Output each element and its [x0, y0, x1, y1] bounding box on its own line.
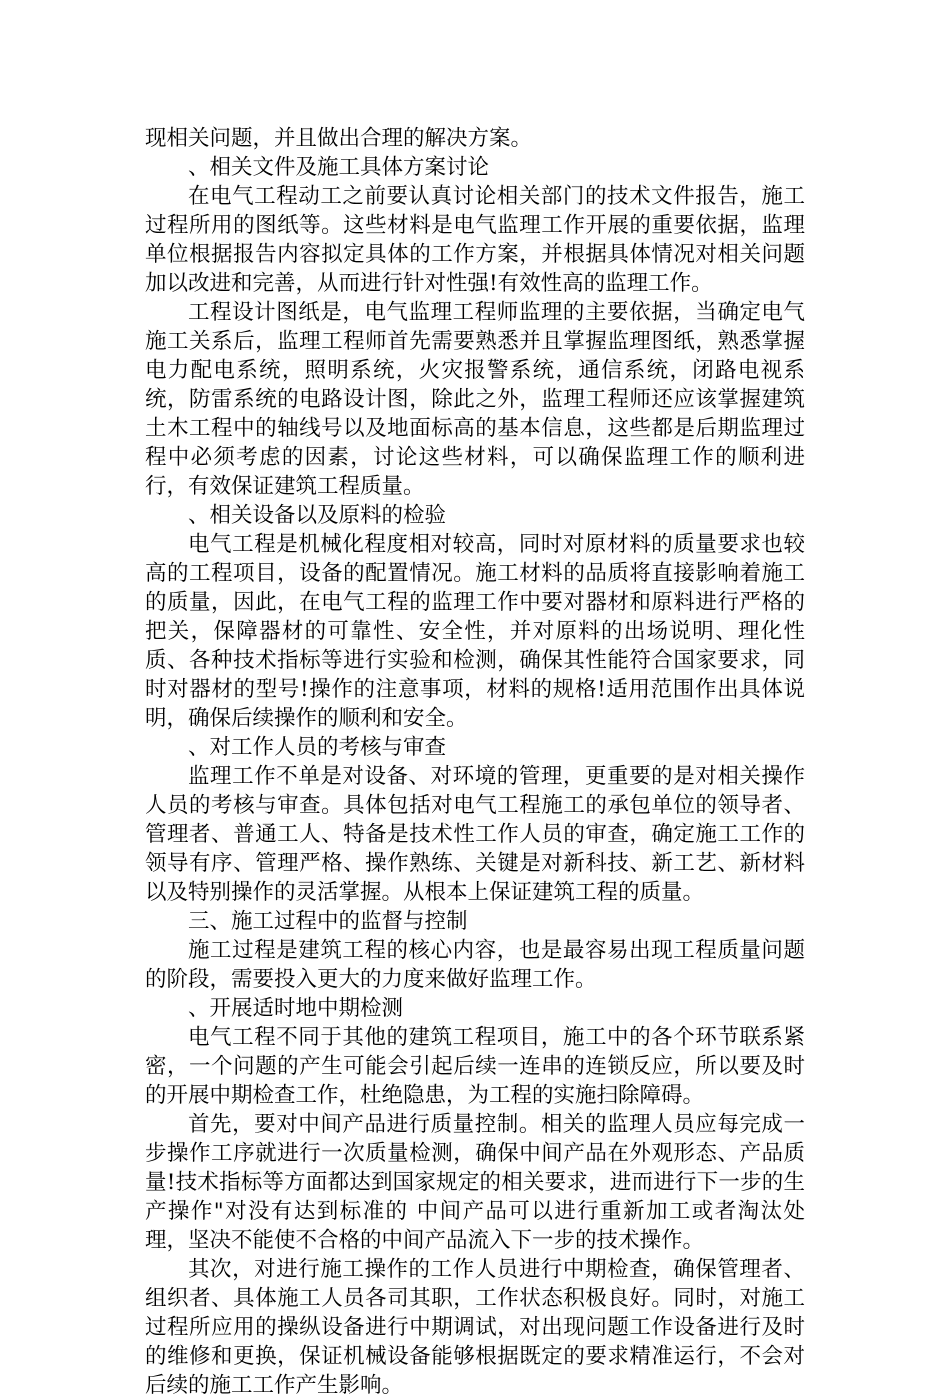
- paragraph: 工程设计图纸是，电气监理工程师监理的主要依据，当确定电气施工关系后，监理工程师首先需要熟悉并且掌握监理图纸，熟悉掌握电力配电系统，照明系统，火灾报警系统，通信系统，闭路电视系统，防雷系统的电路设计图，除此之外，监理工程师还应该掌握建筑土木工程中的轴线号以及地面标高的基本信息，这些都是后期监理过程中必须考虑的因素，讨论这些材料，可以确保监理工作的顺利进行，有效保证建筑工程质量。: [145, 300, 805, 499]
- section-heading: 、相关文件及施工具体方案讨论: [188, 155, 490, 180]
- paragraph: 首先，要对中间产品进行质量控制。相关的监理人员应每完成一步操作工序就进行一次质量检测，确保中间产品在外观形态、产品质量!技术指标等方面都达到国家规定的相关要求，进而进行下一步的生产操作"对没有达到标准的 中间产品可以进行重新加工或者淘汰处理，坚决不能使不合格的中间产品流入下一步的技术操作。: [145, 1112, 805, 1253]
- section-heading: 三、施工过程中的监督与控制: [188, 909, 468, 934]
- section-heading: 、相关设备以及原料的检验: [188, 503, 447, 528]
- paragraph: 现相关问题，并且做出合理的解决方案。: [145, 126, 533, 151]
- document-body: [145, 124, 805, 1400]
- section-heading: 、开展适时地中期检测: [188, 996, 404, 1021]
- paragraph: 施工过程是建筑工程的核心内容，也是最容易出现工程质量问题的阶段，需要投入更大的力度来做好监理工作。: [145, 938, 805, 992]
- paragraph: 电气工程是机械化程度相对较高，同时对原材料的质量要求也较高的工程项目，设备的配置情况。施工材料的品质将直接影响着施工的质量，因此，在电气工程的监理工作中要对器材和原料进行严格的把关，保障器材的可靠性、安全性，并对原料的出场说明、理化性质、各种技术指标等进行实验和检测，确保其性能符合国家要求，同时对器材的型号!操作的注意事项，材料的规格!适用范围作出具体说明，确保后续操作的顺利和安全。: [145, 532, 805, 731]
- paragraph: 在电气工程动工之前要认真讨论相关部门的技术文件报告，施工过程所用的图纸等。这些材料是电气监理工作开展的重要依据，监理单位根据报告内容拟定具体的工作方案，并根据具体情况对相关问题加以改进和完善，从而进行针对性强!有效性高的监理工作。: [145, 184, 805, 296]
- paragraph: 其次，对进行施工操作的工作人员进行中期检查，确保管理者、组织者、具体施工人员各司其职，工作状态积极良好。同时，对施工过程所应用的操纵设备进行中期调试，对出现问题工作设备进行及时的维修和更换，保证机械设备能够根据既定的要求精准运行，不会对后续的施工工作产生影响。: [145, 1257, 805, 1398]
- paragraph: 监理工作不单是对设备、对环境的管理，更重要的是对相关操作人员的考核与审查。具体包括对电气工程施工的承包单位的领导者、管理者、普通工人、特备是技术性工作人员的审查，确定施工工作的领导有序、管理严格、操作熟练、关键是对新科技、新工艺、新材料以及特别操作的灵活掌握。从根本上保证建筑工程的质量。: [145, 764, 805, 905]
- paragraph: 电气工程不同于其他的建筑工程项目，施工中的各个环节联系紧密，一个问题的产生可能会引起后续一连串的连锁反应，所以要及时的开展中期检查工作，杜绝隐患，为工程的实施扫除障碍。: [145, 1025, 805, 1108]
- section-heading: 、对工作人员的考核与审查: [188, 735, 447, 760]
